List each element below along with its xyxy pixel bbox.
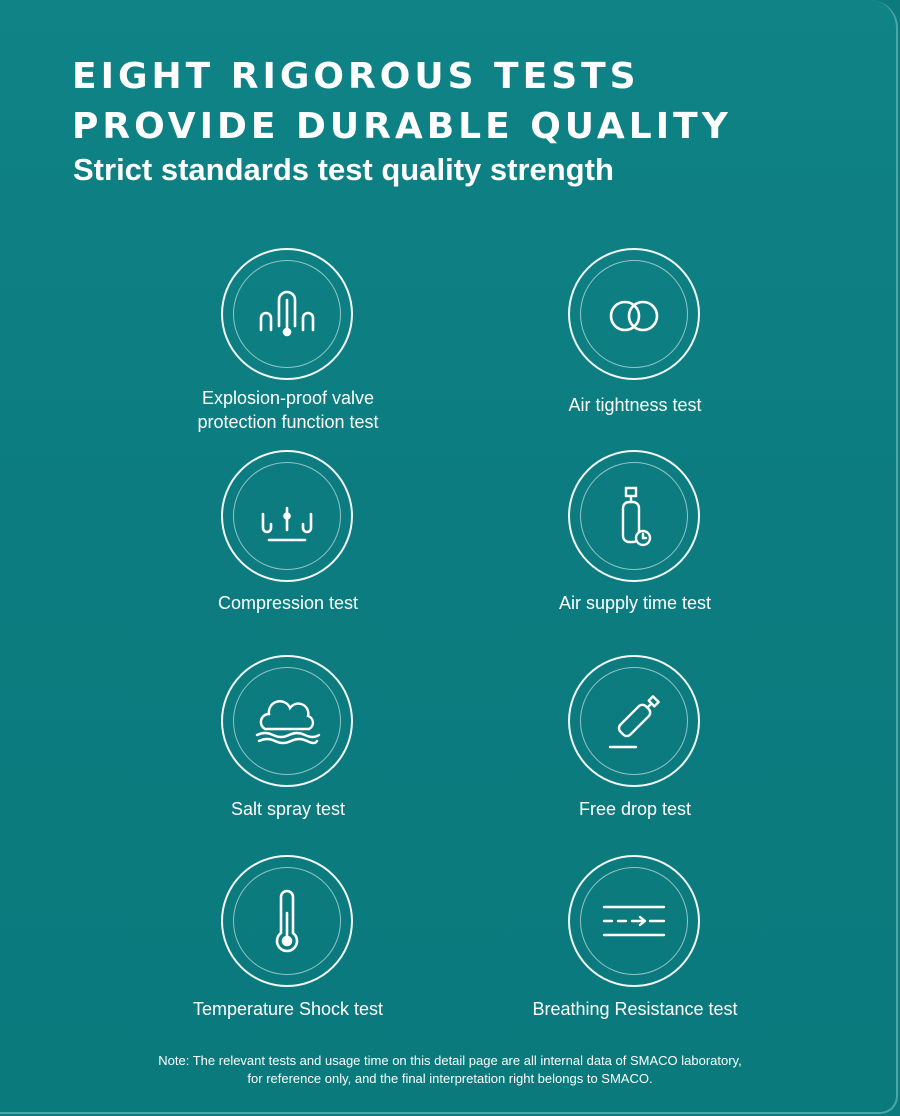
dropping-cylinder-icon-circle (568, 655, 700, 787)
valve-icon (251, 278, 323, 350)
cloud-icon (251, 685, 323, 757)
compression-icon-circle (221, 450, 353, 582)
rings-icon-circle (568, 248, 700, 380)
test-label: Temperature Shock test (192, 999, 384, 1019)
cylinder-clock-icon-circle (568, 450, 700, 582)
test-label: Salt spray test (230, 799, 346, 819)
valve-icon-circle (221, 248, 353, 380)
page-title (72, 52, 852, 152)
title-line-2: PROVIDE DURABLE QUALITY (72, 106, 732, 147)
thermometer-icon (251, 885, 323, 957)
dropping-cylinder-icon (598, 685, 670, 757)
airflow-icon-circle (568, 855, 700, 987)
test-label: Explosion-proof valve protection function test (197, 388, 379, 432)
test-label: Breathing Resistance test (532, 999, 738, 1019)
cylinder-clock-icon (598, 480, 670, 552)
page-subtitle: Strict standards test quality strength (73, 152, 614, 187)
cloud-icon-circle (221, 655, 353, 787)
rings-icon (598, 278, 670, 350)
test-label: Free drop test (578, 799, 692, 819)
title-line-1: EIGHT RIGOROUS TESTS (72, 56, 640, 97)
thermometer-icon-circle (221, 855, 353, 987)
test-label: Air supply time test (558, 593, 712, 613)
compression-icon (251, 480, 323, 552)
airflow-icon (598, 885, 670, 957)
test-label: Air tightness test (568, 395, 702, 415)
test-label: Compression test (217, 593, 359, 613)
disclaimer-note: Note: The relevant tests and usage time on this detail page are all internal data of SMACO laboratory, for reference only, and the final interpretation right belongs to SMACO. (158, 1053, 742, 1086)
